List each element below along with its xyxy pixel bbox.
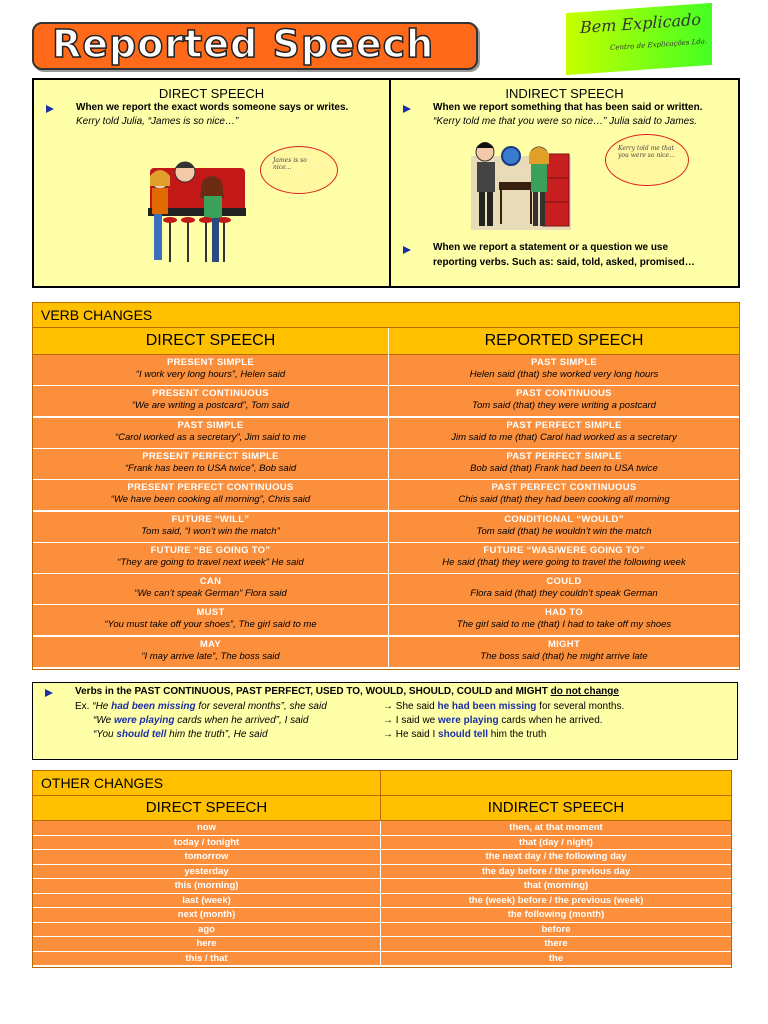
note-no-change: do not change — [550, 686, 619, 697]
verb-changes-header — [33, 303, 739, 328]
intro-indirect-text: When we report something that has been said or written. — [433, 102, 703, 113]
reported-tense: CONDITIONAL “WOULD” — [504, 513, 624, 525]
reported-example: Tom said (that) he wouldn’t win the match — [476, 525, 652, 537]
direct-cell: here — [33, 937, 380, 952]
direct-cell — [33, 543, 388, 574]
reported-tense: FUTURE “WAS/WERE GOING TO” — [483, 544, 645, 556]
reported-cell — [389, 512, 739, 543]
direct-example: “We have been cooking all morning”, Chris said — [110, 494, 311, 506]
intro-reporting-verbs-line1: When we report a statement or a question we use — [433, 242, 669, 253]
reported-cell — [389, 449, 739, 480]
reported-tense: PAST CONTINUOUS — [516, 388, 612, 400]
direct-tense: PRESENT PERFECT SIMPLE — [142, 450, 279, 462]
table-row — [33, 449, 739, 480]
reported-cell — [389, 386, 739, 417]
direct-cell: yesterday — [33, 865, 380, 880]
direct-example: “I work very long hours”, Helen said — [135, 369, 286, 380]
direct-example: “We are writing a postcard”, Tom said — [131, 400, 290, 412]
bullet-arrow-icon — [45, 689, 53, 697]
direct-cell — [33, 512, 388, 543]
table-row — [33, 386, 739, 417]
table-row — [33, 637, 739, 668]
bullet-arrow-icon — [403, 105, 411, 113]
page-title: Reported Speech — [52, 22, 435, 66]
reported-example: Flora said (that) they couldn’t speak German — [470, 588, 658, 600]
intro-direct-heading: DIRECT SPEECH — [158, 86, 265, 101]
intro-indirect-heading: INDIRECT SPEECH — [505, 86, 624, 101]
logo-name: Bem Explicado — [580, 9, 702, 38]
reported-example: Tom said (that) they were writing a postcard — [472, 400, 656, 412]
direct-cell — [33, 355, 388, 386]
reported-tense: PAST PERFECT SIMPLE — [506, 419, 622, 431]
indirect-cell: then, at that moment — [381, 821, 731, 836]
reported-cell — [389, 355, 739, 386]
other-changes-header-blank — [381, 771, 731, 796]
table-row — [33, 543, 739, 574]
direct-cell — [33, 605, 388, 636]
table-row — [33, 512, 739, 543]
reported-example: The boss said (that) he might arrive late — [480, 650, 648, 662]
verb-changes-title: VERB CHANGES — [41, 307, 153, 323]
indirect-cell: the following (month) — [381, 908, 731, 923]
reported-cell — [389, 605, 739, 636]
direct-tense: PRESENT PERFECT CONTINUOUS — [127, 482, 294, 494]
intro-indirect-column — [391, 80, 738, 286]
intro-section — [32, 78, 740, 288]
reported-example: He said (that) they were going to travel the following week — [442, 556, 686, 568]
table-row — [33, 865, 731, 880]
intro-direct-column — [34, 80, 391, 286]
other-changes-header — [33, 771, 381, 796]
bullet-arrow-icon — [403, 246, 411, 254]
direct-example: “You must take off your shoes”, The girl said to me — [104, 619, 317, 631]
direct-cell — [33, 480, 388, 511]
indirect-cell: before — [381, 923, 731, 938]
table-row — [33, 480, 739, 511]
note-example-1-reported: → She said he had been missing for several months. — [383, 701, 625, 712]
reported-cell — [389, 543, 739, 574]
note-example-3-reported: → He said I should tell him the truth — [383, 729, 547, 740]
direct-tense: MUST — [196, 607, 225, 619]
direct-tense: PRESENT CONTINUOUS — [152, 388, 269, 400]
logo — [566, 3, 712, 75]
intro-direct-text: When we report the exact words someone says or writes. — [76, 102, 349, 113]
intro-reporting-verbs-line2: reporting verbs. Such as: said, told, asked, promised… — [433, 257, 695, 268]
reported-example: Helen said (that) she worked very long hours — [469, 369, 659, 380]
table-row — [33, 821, 731, 836]
indirect-cell: the (week) before / the previous (week) — [381, 894, 731, 909]
logo-subtitle: Centro de Explicações Lda. — [610, 37, 708, 53]
no-change-note — [32, 682, 738, 760]
bullet-arrow-icon — [46, 105, 54, 113]
reported-tense: COULD — [546, 576, 582, 588]
reported-tense: MIGHT — [547, 638, 581, 650]
direct-cell: tomorrow — [33, 850, 380, 865]
reported-cell — [389, 418, 739, 449]
direct-cell: ago — [33, 923, 380, 938]
table-row — [33, 923, 731, 938]
other-col-indirect: INDIRECT SPEECH — [381, 796, 731, 821]
table-row — [33, 879, 731, 894]
table-row — [33, 952, 731, 967]
intro-direct-example: Kerry told Julia, “James is so nice…” — [76, 116, 239, 127]
direct-tense: PRESENT SIMPLE — [166, 357, 255, 368]
indirect-cell: there — [381, 937, 731, 952]
direct-example: Tom said, “I won’t win the match” — [141, 525, 280, 537]
direct-tense: PAST SIMPLE — [177, 419, 244, 431]
direct-cell: this / that — [33, 952, 380, 967]
note-example-1-direct: Ex. “He had been missing for several months”, she said — [75, 701, 327, 712]
reported-example: Bob said (that) Frank had been to USA twice — [470, 462, 658, 474]
indirect-cell: the — [381, 952, 731, 967]
direct-tense: FUTURE “WILL” — [171, 513, 250, 525]
table-row — [33, 850, 731, 865]
table-row — [33, 574, 739, 605]
column-divider — [388, 328, 389, 668]
verb-col-direct: DIRECT SPEECH — [33, 328, 389, 355]
direct-cell — [33, 449, 388, 480]
table-row — [33, 605, 739, 636]
verb-col-reported: REPORTED SPEECH — [389, 328, 739, 355]
direct-tense: FUTURE “BE GOING TO” — [150, 544, 271, 556]
note-example-2-direct: “We were playing cards when he arrived”, I said — [93, 715, 309, 726]
reported-example: Chis said (that) they had been cooking all morning — [458, 494, 670, 506]
office-people-illustration — [471, 134, 571, 230]
table-row — [33, 908, 731, 923]
direct-cell — [33, 637, 388, 668]
table-row — [33, 355, 739, 386]
direct-cell: today / tonight — [33, 836, 380, 851]
bar-people-illustration — [130, 158, 250, 270]
reported-tense: HAD TO — [544, 607, 584, 619]
direct-cell: next (month) — [33, 908, 380, 923]
direct-cell — [33, 418, 388, 449]
speech-bubble-indirect: Kerry told me that you were so nice... — [605, 134, 689, 186]
table-row — [33, 418, 739, 449]
direct-example: “We can’t speak German” Flora said — [134, 588, 287, 600]
direct-tense: MAY — [199, 638, 222, 650]
speech-bubble-direct: James is so nice... — [260, 146, 338, 194]
note-intro: Verbs in the PAST CONTINUOUS, PAST PERFECT, USED TO, WOULD, SHOULD, COULD and MIGHT do not change — [75, 686, 619, 697]
indirect-cell: the next day / the following day — [381, 850, 731, 865]
table-row — [33, 937, 731, 952]
reported-example: Jim said to me (that) Carol had worked as a secretary — [451, 431, 677, 443]
direct-cell: now — [33, 821, 380, 836]
other-changes-title: OTHER CHANGES — [41, 775, 164, 791]
table-row — [33, 836, 731, 851]
direct-cell: last (week) — [33, 894, 380, 909]
reported-cell — [389, 480, 739, 511]
direct-example: “Carol worked as a secretary”, Jim said to me — [114, 431, 307, 443]
other-col-direct: DIRECT SPEECH — [33, 796, 381, 821]
reported-cell — [389, 637, 739, 668]
verb-changes-table — [32, 302, 740, 670]
table-row — [33, 894, 731, 909]
note-example-3-direct: “You should tell him the truth”, He said — [93, 729, 268, 740]
other-changes-table — [32, 770, 732, 968]
indirect-cell: that (morning) — [381, 879, 731, 894]
direct-example: “They are going to travel next week” He said — [117, 556, 304, 568]
indirect-cell: the day before / the previous day — [381, 865, 731, 880]
direct-tense: CAN — [199, 576, 222, 588]
reported-tense: PAST PERFECT CONTINUOUS — [491, 482, 637, 494]
indirect-cell: that (day / night) — [381, 836, 731, 851]
direct-example: “I may arrive late”, The boss said — [141, 650, 280, 662]
title-banner — [32, 22, 478, 70]
reported-example: The girl said to me (that) I had to take off my shoes — [456, 619, 672, 631]
note-example-2-reported: → I said we were playing cards when he arrived. — [383, 715, 603, 726]
reported-tense: PAST SIMPLE — [531, 357, 597, 368]
direct-cell — [33, 386, 388, 417]
reported-tense: PAST PERFECT SIMPLE — [506, 450, 622, 462]
direct-example: “Frank has been to USA twice”, Bob said — [124, 462, 297, 474]
intro-indirect-example: “Kerry told me that you were so nice…” Julia said to James. — [433, 116, 697, 127]
direct-cell: this (morning) — [33, 879, 380, 894]
direct-cell — [33, 574, 388, 605]
reported-cell — [389, 574, 739, 605]
